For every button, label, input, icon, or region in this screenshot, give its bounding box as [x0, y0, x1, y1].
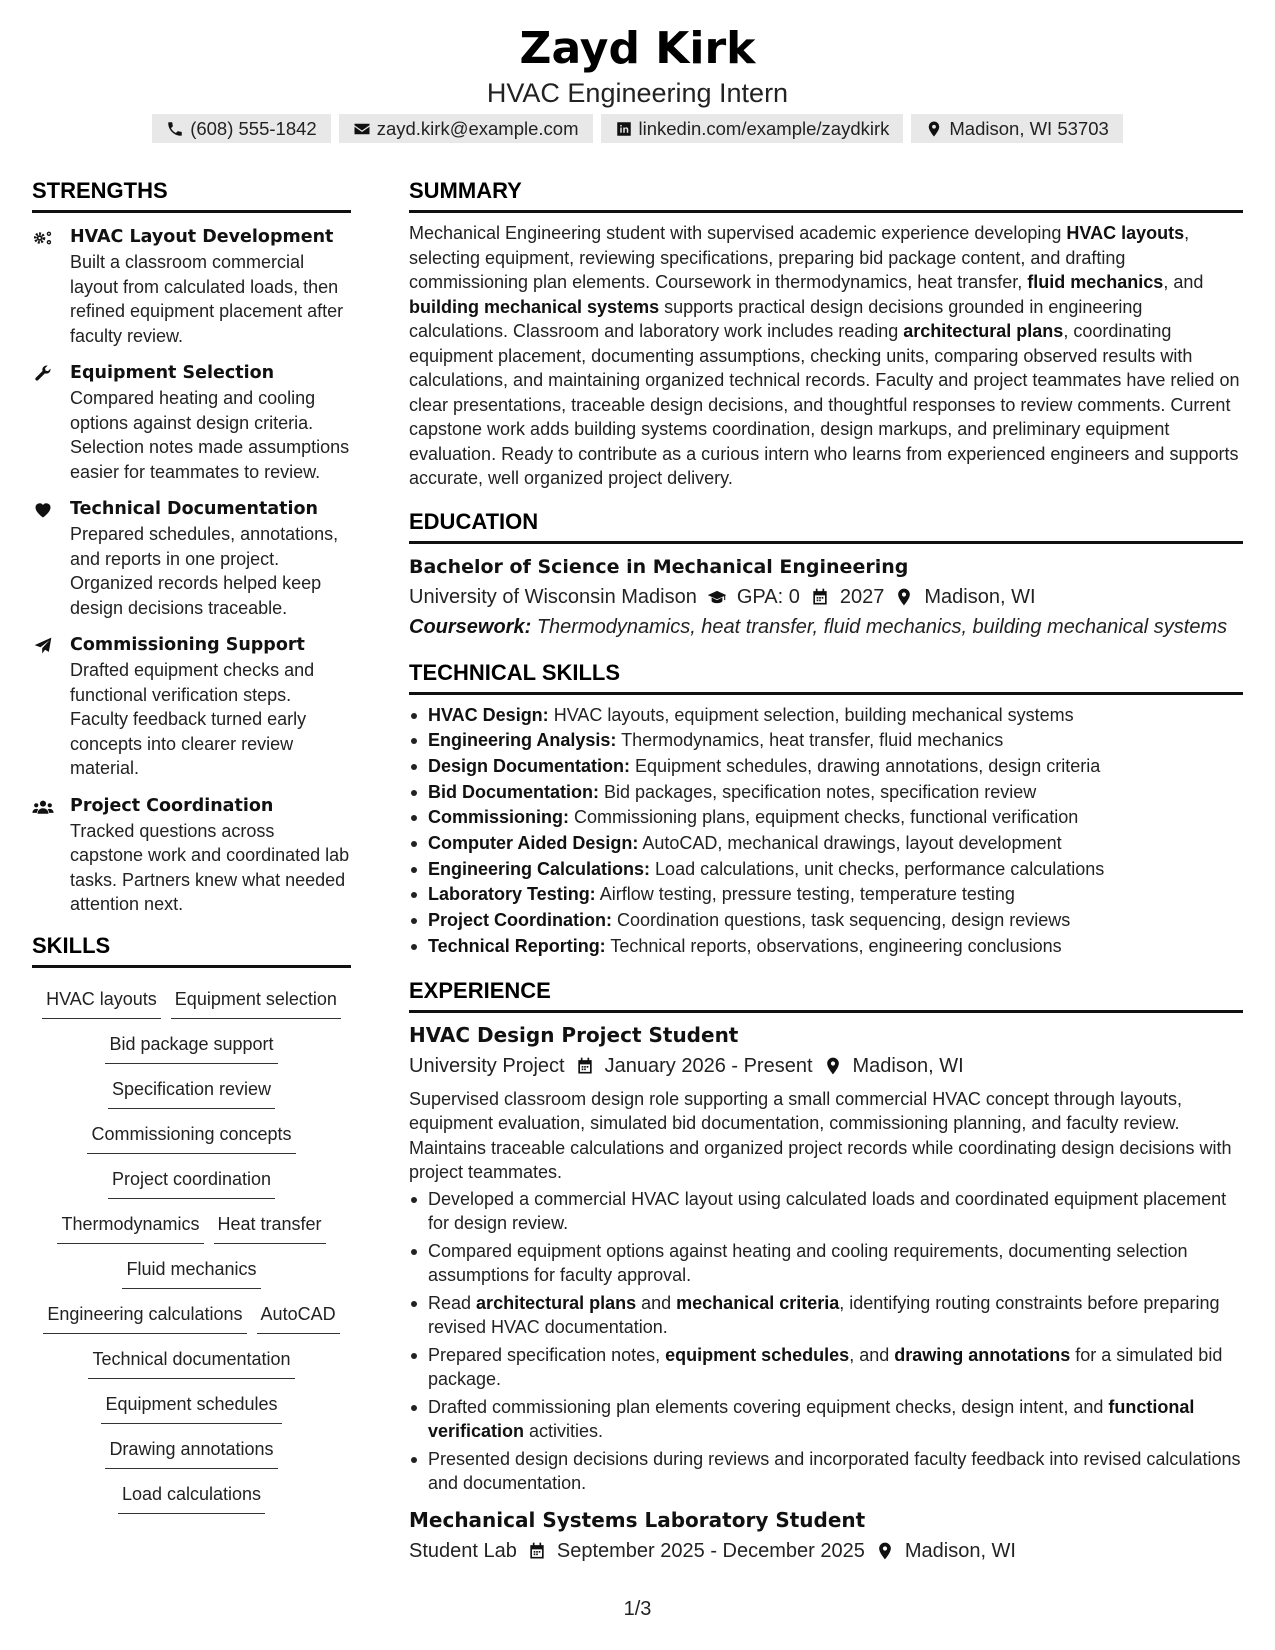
skills-tags [32, 982, 351, 1514]
skill-tag: Thermodynamics [57, 1207, 203, 1244]
strength-item [32, 633, 351, 781]
calendar-icon [527, 1541, 547, 1561]
contact-bar [0, 114, 1275, 143]
list-item: Bid Documentation: Bid packages, specification notes, specification review [409, 780, 1243, 806]
education-heading: EDUCATION [409, 507, 1243, 544]
job-dates: September 2025 - December 2025 [556, 1539, 865, 1562]
graduation-year: 2027 [839, 585, 885, 608]
email-text: zayd.kirk@example.com [376, 118, 579, 139]
skill-tag: Bid package support [105, 1027, 277, 1064]
map-pin-icon [925, 120, 943, 138]
heart-icon [32, 500, 54, 520]
strength-title: HVAC Layout Development [70, 227, 334, 247]
school-name: University of Wisconsin Madison [409, 585, 697, 608]
gears-icon [32, 228, 54, 248]
list-item: Engineering Analysis: Thermodynamics, heat transfer, fluid mechanics [409, 728, 1243, 754]
school-location: Madison, WI [924, 585, 1036, 608]
job-location: Madison, WI [852, 1054, 964, 1077]
strength-desc: Prepared schedules, annotations, and reports in one project. Organized records helped keep design decisions traceable. [70, 524, 339, 618]
skill-tag: Project coordination [108, 1162, 275, 1199]
education-meta [409, 582, 1243, 612]
job-meta [409, 1536, 1243, 1566]
job-summary: Supervised classroom design role supporting a small commercial HVAC concept through layouts, equipment evaluation, simulated bid documentation, commissioning planning, and faculty review. Maintains traceable calculations and organized project records while coordinating design decisions with project teammates. [409, 1088, 1232, 1183]
contact-email[interactable] [339, 114, 593, 143]
right-column [409, 176, 1243, 1582]
skill-tag: Engineering calculations [43, 1297, 246, 1334]
skill-tag: HVAC layouts [42, 982, 161, 1019]
skill-tag: Load calculations [118, 1477, 265, 1514]
strength-desc: Tracked questions across capstone work and coordinated lab tasks. Partners knew what needed attention next. [70, 820, 350, 914]
contact-linkedin[interactable] [601, 114, 904, 143]
job-org: University Project [409, 1054, 565, 1077]
linkedin-icon [615, 120, 633, 138]
users-icon [32, 797, 54, 817]
list-item: HVAC Design: HVAC layouts, equipment selection, building mechanical systems [409, 703, 1243, 729]
map-pin-icon [823, 1056, 843, 1076]
list-item: Commissioning: Commissioning plans, equipment checks, functional verification [409, 805, 1243, 831]
strength-item [32, 794, 351, 917]
experience-section [409, 976, 1243, 1566]
contact-location[interactable] [911, 114, 1122, 143]
summary-heading: SUMMARY [409, 176, 1243, 213]
list-item: Developed a commercial HVAC layout using calculated loads and coordinated equipment placement for design review. [409, 1187, 1243, 1236]
list-item: Prepared specification notes, equipment schedules, and drawing annotations for a simulated bid package. [409, 1343, 1243, 1392]
list-item: Drafted commissioning plan elements covering equipment checks, design intent, and functional verification activities. [409, 1395, 1243, 1444]
skill-tag: Equipment selection [171, 982, 341, 1019]
degree-title: Bachelor of Science in Mechanical Engineering [409, 555, 909, 578]
skill-tag: AutoCAD [257, 1297, 340, 1334]
resume-header [0, 22, 1275, 110]
skill-tag: Equipment schedules [101, 1387, 281, 1424]
contact-phone[interactable] [152, 114, 331, 143]
list-item: Laboratory Testing: Airflow testing, pressure testing, temperature testing [409, 882, 1243, 908]
strength-desc: Drafted equipment checks and functional verification steps. Faculty feedback turned early concepts into clearer review material. [70, 660, 315, 778]
strength-item [32, 225, 351, 348]
job-meta [409, 1051, 1243, 1081]
strength-title: Technical Documentation [70, 499, 319, 519]
job-title: Mechanical Systems Laboratory Student [409, 1507, 866, 1532]
experience-heading: EXPERIENCE [409, 976, 1243, 1013]
job-org: Student Lab [409, 1539, 517, 1562]
list-item: Technical Reporting: Technical reports, observations, engineering conclusions [409, 934, 1243, 960]
candidate-role: HVAC Engineering Intern [486, 78, 789, 108]
strength-title: Commissioning Support [70, 635, 305, 655]
strengths-list [32, 225, 351, 917]
envelope-icon [353, 120, 371, 138]
location-text: Madison, WI 53703 [949, 118, 1109, 139]
skill-tag: Fluid mechanics [122, 1252, 260, 1289]
list-item: Compared equipment options against heating and cooling requirements, documenting selection assumptions for faculty approval. [409, 1239, 1243, 1288]
list-item: Design Documentation: Equipment schedules, drawing annotations, design criteria [409, 754, 1243, 780]
job-title: HVAC Design Project Student [409, 1022, 739, 1047]
map-pin-icon [894, 587, 914, 607]
strength-item [32, 497, 351, 620]
list-item: Project Coordination: Coordination questions, task sequencing, design reviews [409, 908, 1243, 934]
summary-section [409, 176, 1243, 491]
education-section [409, 507, 1243, 642]
map-pin-icon [875, 1541, 895, 1561]
skill-tag: Technical documentation [88, 1342, 294, 1379]
skill-tag: Commissioning concepts [87, 1117, 295, 1154]
graduation-cap-icon [707, 587, 727, 607]
strength-desc: Built a classroom commercial layout from calculated loads, then refined equipment placement after faculty review. [70, 252, 344, 346]
coursework: Coursework: Thermodynamics, heat transfer, fluid mechanics, building mechanical systems [409, 615, 1228, 638]
wrench-icon [32, 364, 54, 384]
skill-tag: Heat transfer [214, 1207, 326, 1244]
skill-tag: Drawing annotations [105, 1432, 277, 1469]
linkedin-text: linkedin.com/example/zaydkirk [638, 118, 890, 139]
calendar-icon [810, 587, 830, 607]
strength-item [32, 361, 351, 484]
strength-title: Equipment Selection [70, 363, 275, 383]
summary-text: Mechanical Engineering student with supervised academic experience developing HVAC layouts, selecting equipment, reviewing specifications, preparing bid package content, and drafting commissioning plan elements. Coursework in thermodynamics, heat transfer, fluid mechanics, and building mechanical systems supports practical design decisions grounded in engineering calculations. Classroom and laboratory work includes reading architectural plans, coordinating equipment placement, documenting assumptions, checking units, comparing observed results with calculations, and maintaining organized technical records. Faculty and project teammates have relied on clear presentations, traceable design decisions, and thoughtful responses to review comments. Current capstone work adds building systems coordination, design markups, and preliminary equipment evaluation. Ready to contribute as a curious intern who learns from experienced engineers and supports accurate, well organized project delivery. [409, 223, 1240, 488]
strength-desc: Compared heating and cooling options against design criteria. Selection notes made assumptions easier for teammates to review. [70, 388, 350, 482]
list-item: Read architectural plans and mechanical criteria, identifying routing constraints before preparing revised HVAC documentation. [409, 1291, 1243, 1340]
left-column [32, 176, 351, 1514]
job-dates: January 2026 - Present [604, 1054, 813, 1077]
job-location: Madison, WI [904, 1539, 1016, 1562]
calendar-icon [575, 1056, 595, 1076]
technical-skills-section [409, 658, 1243, 960]
list-item: Presented design decisions during reviews and incorporated faculty feedback into revised calculations and documentation. [409, 1447, 1243, 1496]
page-number: 1/3 [623, 1598, 652, 1620]
phone-icon [166, 120, 184, 138]
paper-plane-icon [32, 636, 54, 656]
technical-skills-heading: TECHNICAL SKILLS [409, 658, 1243, 695]
skills-heading: SKILLS [32, 931, 351, 968]
job-bullets [409, 1187, 1243, 1496]
strength-title: Project Coordination [70, 795, 274, 816]
candidate-name: Zayd Kirk [519, 23, 756, 74]
skill-tag: Specification review [108, 1072, 275, 1109]
list-item: Engineering Calculations: Load calculations, unit checks, performance calculations [409, 857, 1243, 883]
list-item: Computer Aided Design: AutoCAD, mechanical drawings, layout development [409, 831, 1243, 857]
technical-skills-list [409, 703, 1243, 960]
phone-text: (608) 555-1842 [190, 118, 317, 139]
gpa-text: GPA: 0 [736, 585, 800, 608]
strengths-heading: STRENGTHS [32, 176, 351, 213]
